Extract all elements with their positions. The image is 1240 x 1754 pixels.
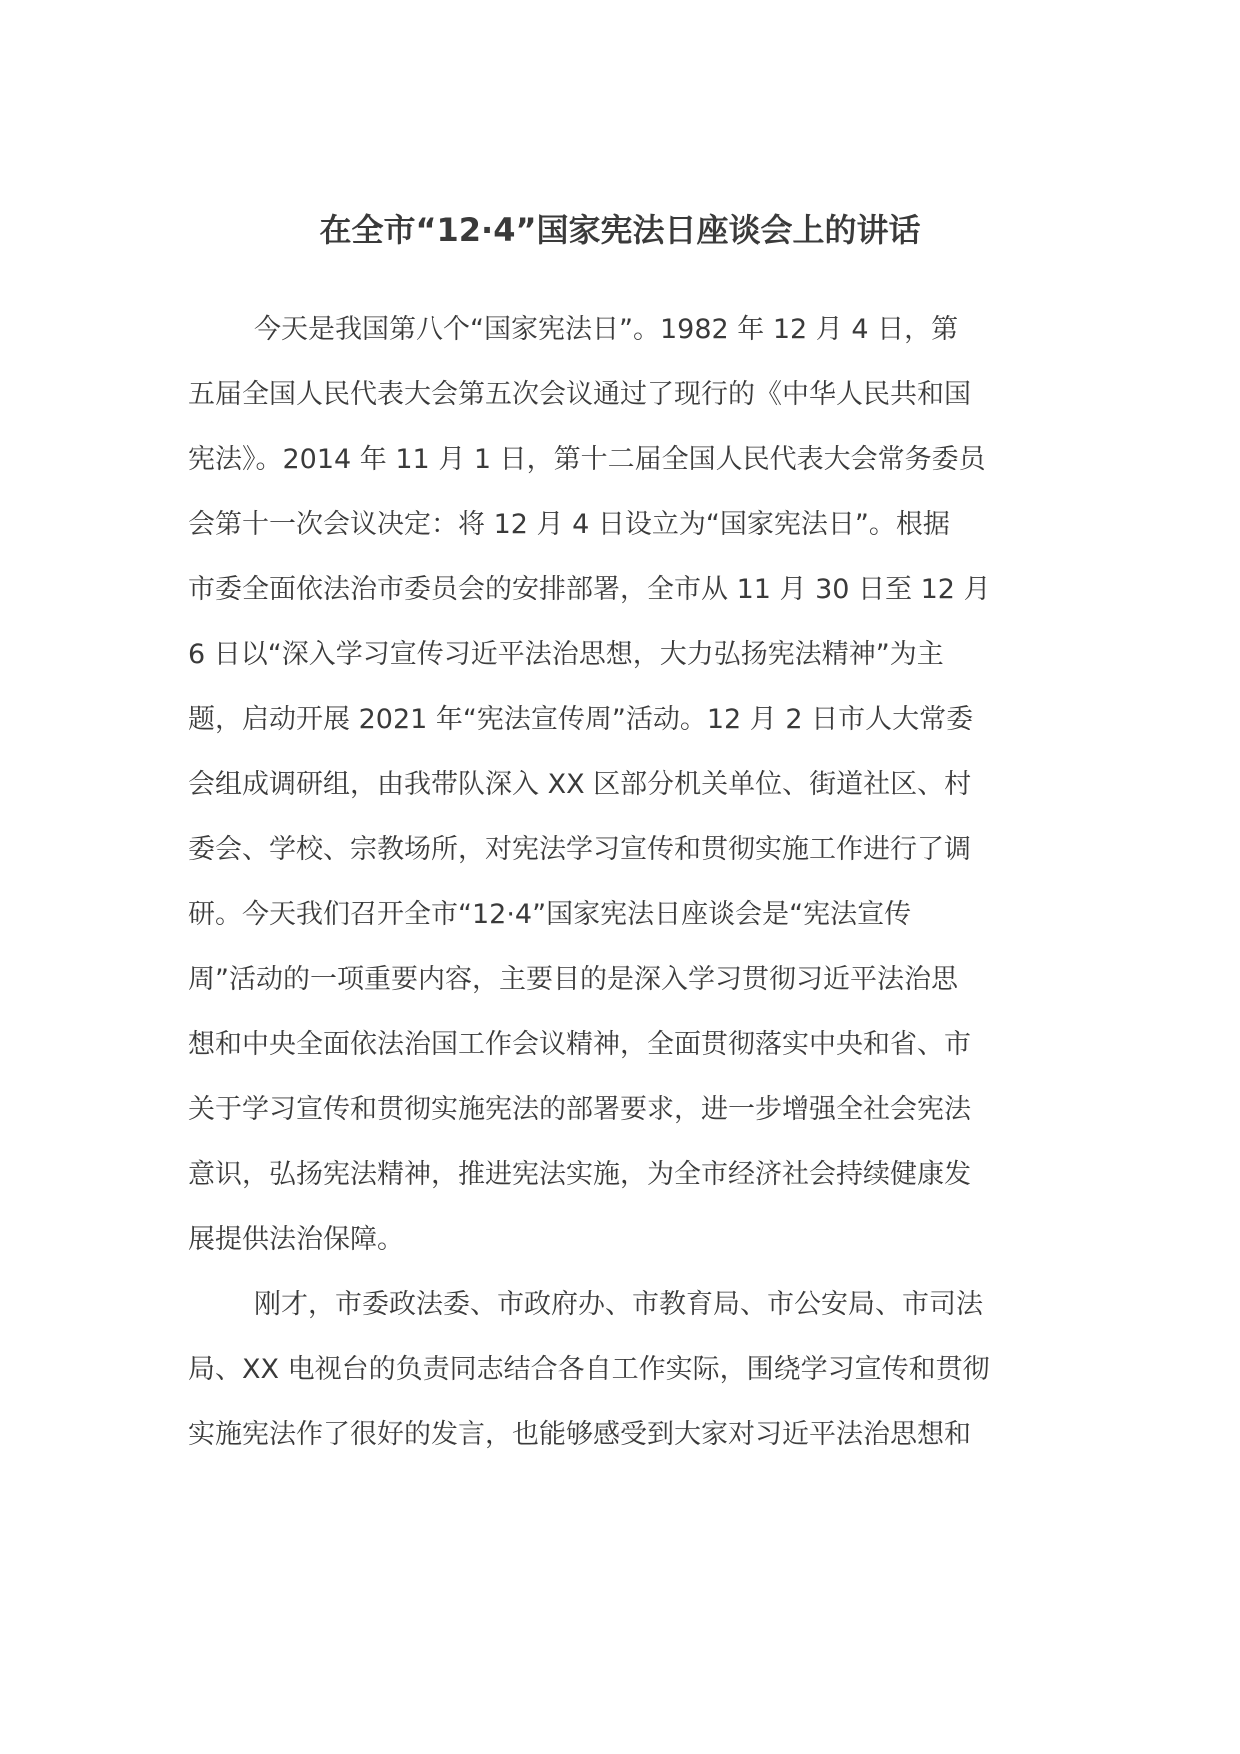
paragraph-line: 实施宪法作了很好的发言，也能够感受到大家对习近平法治思想和 <box>188 1419 971 1450</box>
paragraph-line: 周”活动的一项重要内容，主要目的是深入学习贯彻习近平法治思 <box>188 964 958 995</box>
paragraph-line: 关于学习宣传和贯彻实施宪法的部署要求，进一步增强全社会宪法 <box>188 1094 971 1125</box>
paragraph-2 <box>188 1272 1060 1467</box>
paragraph-line: 会第十一次会议决定：将 12 月 4 日设立为“国家宪法日”。根据 <box>188 509 950 540</box>
paragraph-line: 五届全国人民代表大会第五次会议通过了现行的《中华人民共和国 <box>188 379 971 410</box>
paragraph-line: 委会、学校、宗教场所，对宪法学习宣传和贯彻实施工作进行了调 <box>188 834 971 865</box>
document-title: 在全市“12·4”国家宪法日座谈会上的讲话 <box>319 211 921 249</box>
paragraph-line: 想和中央全面依法治国工作会议精神，全面贯彻落实中央和省、市 <box>188 1029 971 1060</box>
paragraph-line: 6 日以“深入学习宣传习近平法治思想，大力弘扬宪法精神”为主 <box>188 639 944 670</box>
paragraph-1 <box>188 297 1060 1272</box>
paragraph-line: 今天是我国第八个“国家宪法日”。1982 年 12 月 4 日，第 <box>254 314 959 345</box>
paragraph-line: 研。今天我们召开全市“12·4”国家宪法日座谈会是“宪法宣传 <box>188 899 912 930</box>
paragraph-line: 会组成调研组，由我带队深入 XX 区部分机关单位、街道社区、村 <box>188 769 972 800</box>
paragraph-line: 展提供法治保障。 <box>188 1224 404 1255</box>
paragraph-line: 意识，弘扬宪法精神，推进宪法实施，为全市经济社会持续健康发 <box>188 1159 971 1190</box>
paragraph-line: 刚才，市委政法委、市政府办、市教育局、市公安局、市司法 <box>254 1289 983 1320</box>
paragraph-line: 宪法》。2014 年 11 月 1 日，第十二届全国人民代表大会常务委员 <box>188 444 986 475</box>
paragraph-line: 题，启动开展 2021 年“宪法宣传周”活动。12 月 2 日市人大常委 <box>188 704 974 735</box>
paragraph-line: 市委全面依法治市委员会的安排部署，全市从 11 月 30 日至 12 月 <box>188 574 991 605</box>
paragraph-line: 局、XX 电视台的负责同志结合各自工作实际，围绕学习宣传和贯彻 <box>188 1354 990 1385</box>
